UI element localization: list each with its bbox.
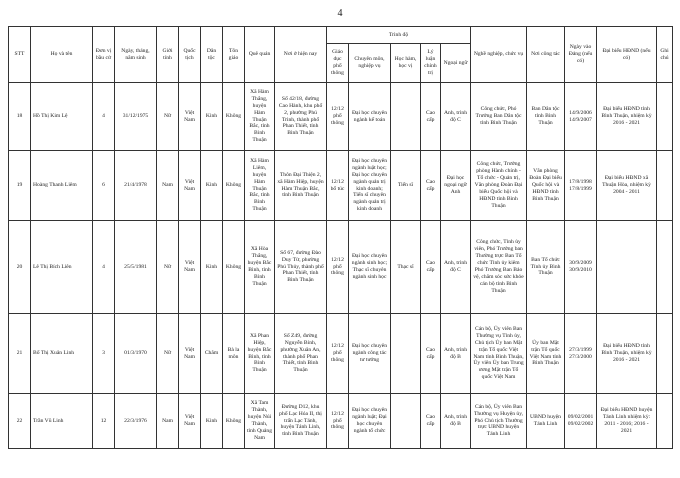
cell-language: Đại học ngoại ngữ Anh <box>441 151 471 221</box>
cell-residence: Thôn Đại Thiện 2, xã Hàm Hiệp, huyện Hàm Thuận Bắc, tỉnh Bình Thuận <box>275 151 327 221</box>
cell-language: Anh, trình độ C <box>441 221 471 314</box>
cell-dob: 21/4/1978 <box>115 151 157 221</box>
page-number: 4 <box>337 8 343 19</box>
cell-nationality: Việt Nam <box>179 151 201 221</box>
cell-politics: Cao cấp <box>421 221 441 314</box>
cell-general: 12/12 phổ thông <box>327 83 349 151</box>
header-religion: Tôn giáo <box>223 27 245 83</box>
header-hometown: Quê quán <box>245 27 275 83</box>
cell-notes <box>657 151 673 221</box>
cell-party-date: 09/02/2001 09/02/2002 <box>565 394 597 449</box>
cell-specialty: Đại học chuyên ngành kế toán <box>349 83 391 151</box>
cell-delegate <box>597 221 657 314</box>
cell-delegate: Đại biểu HĐND xã Thuận Hòa, nhiệm kỳ 2004 - 2011 <box>597 151 657 221</box>
cell-language: Anh, trình độ C <box>441 83 471 151</box>
cell-unit: 12 <box>93 394 115 449</box>
table-row <box>9 221 673 314</box>
cell-party-date: 30/9/2009 30/9/2010 <box>565 221 597 314</box>
cell-workplace: Ban Tổ chức Tỉnh ủy Bình Thuận <box>527 221 565 314</box>
cell-ethnicity: Kinh <box>201 151 223 221</box>
header-ethnicity: Dân tộc <box>201 27 223 83</box>
cell-name: Hoàng Thanh Liêm <box>31 151 93 221</box>
cell-specialty: Đại học chuyên ngành luật học; Đại học chuyên ngành quản trị kinh doanh; Tiến sĩ chuyên ngành quản trị kinh doanh <box>349 151 391 221</box>
header-specialty: Chuyên môn, nghiệp vụ <box>349 44 391 83</box>
cell-party-date: 17/8/1998 17/8/1999 <box>565 151 597 221</box>
cell-stt: 20 <box>9 221 31 314</box>
header-general: Giáo dục phổ thông <box>327 44 349 83</box>
cell-residence: Số 42/18, đường Cao Hành, khu phố 2, phường Phú Trinh, thành phố Phan Thiết, tỉnh Bình Thuận <box>275 83 327 151</box>
cell-specialty: Đại học chuyên ngành luật; Đại học chuyên ngành tổ chức <box>349 394 391 449</box>
header-stt: STT <box>9 27 31 83</box>
cell-hometown: Xã Hàm Liêm, huyện Hàm Thuận Bắc, tỉnh Bình Thuận <box>245 151 275 221</box>
cell-degree <box>391 83 421 151</box>
cell-party-date: 14/9/2006 14/9/2007 <box>565 83 597 151</box>
cell-notes <box>657 83 673 151</box>
cell-politics: Cao cấp <box>421 83 441 151</box>
cell-ethnicity: Kinh <box>201 83 223 151</box>
cell-delegate: Đại biểu HĐND tỉnh Bình Thuận, nhiệm kỳ 2016 - 2021 <box>597 314 657 394</box>
header-residence: Nơi ở hiện nay <box>275 27 327 83</box>
cell-nationality: Việt Nam <box>179 83 201 151</box>
cell-residence: Đường D12, khu phố Lạc Hóa II, thị trấn Lạc Tánh, huyện Tánh Linh, tỉnh Bình Thuận <box>275 394 327 449</box>
cell-ethnicity: Kinh <box>201 394 223 449</box>
cell-occupation: Cán bộ, Ủy viên Ban Thường vụ Huyện ủy, Phó Chủ tịch Thường trực UBND huyện Tánh Linh <box>471 394 527 449</box>
cell-stt: 18 <box>9 83 31 151</box>
header-gender: Giới tính <box>157 27 179 83</box>
cell-residence: Số 67, đường Đào Duy Từ, phường Phú Thủy, thành phố Phan Thiết, tỉnh Bình Thuận <box>275 221 327 314</box>
cell-workplace: Ban Dân tộc tỉnh Bình Thuận <box>527 83 565 151</box>
header-name: Họ và tên <box>31 27 93 83</box>
cell-workplace: Văn phòng Đoàn Đại biểu Quốc hội và HĐND tỉnh Bình Thuận <box>527 151 565 221</box>
table-row <box>9 151 673 221</box>
cell-hometown: Xã Phan Hiệp, huyện Bắc Bình, tỉnh Bình Thuận <box>245 314 275 394</box>
cell-unit: 4 <box>93 83 115 151</box>
header-dob: Ngày, tháng, năm sinh <box>115 27 157 83</box>
cell-workplace: Ủy ban Mặt trận Tổ quốc Việt Nam tỉnh Bình Thuận <box>527 314 565 394</box>
cell-hometown: Xã Hàm Thắng, huyện Hàm Thuận Bắc, tỉnh Bình Thuận <box>245 83 275 151</box>
header-notes: Ghi chú <box>657 27 673 83</box>
header-occupation: Nghề nghiệp, chức vụ <box>471 27 527 83</box>
header-language: Ngoại ngữ <box>441 44 471 83</box>
table-row <box>9 314 673 394</box>
cell-occupation: Công chức, Trưởng phòng Hành chính - Tổ chức - Quản trị, Văn phòng Đoàn Đại biểu Quốc hội và HĐND tỉnh Bình Thuận <box>471 151 527 221</box>
header-nationality: Quốc tịch <box>179 27 201 83</box>
cell-degree: Tiến sĩ <box>391 151 421 221</box>
cell-delegate: Đại biểu HĐND huyện Tánh Linh nhiệm kỳ: 2011 - 2016; 2016 - 2021 <box>597 394 657 449</box>
cell-general: 12/12 phổ thông <box>327 314 349 394</box>
cell-religion: Không <box>223 151 245 221</box>
cell-nationality: Việt Nam <box>179 314 201 394</box>
cell-occupation: Công chức, Phó Trưởng Ban Dân tộc tỉnh Bình Thuận <box>471 83 527 151</box>
cell-delegate: Đại biểu HĐND tỉnh Bình Thuận, nhiệm kỳ 2016 - 2021 <box>597 83 657 151</box>
cell-dob: 22/3/1976 <box>115 394 157 449</box>
cell-ethnicity: Chăm <box>201 314 223 394</box>
cell-general: 12/12 phổ thông <box>327 221 349 314</box>
header-degree: Học hàm, học vị <box>391 44 421 83</box>
cell-workplace: UBND huyện Tánh Linh <box>527 394 565 449</box>
cell-stt: 19 <box>9 151 31 221</box>
cell-notes <box>657 394 673 449</box>
cell-stt: 22 <box>9 394 31 449</box>
header-workplace: Nơi công tác <box>527 27 565 83</box>
cell-dob: 01/3/1970 <box>115 314 157 394</box>
header-education-group: Trình độ <box>327 27 471 44</box>
cell-religion: Không <box>223 221 245 314</box>
cell-party-date: 27/3/1999 27/3/2000 <box>565 314 597 394</box>
cell-notes <box>657 221 673 314</box>
header-party-date: Ngày vào Đảng (nếu có) <box>565 27 597 83</box>
cell-religion: Bà la môn <box>223 314 245 394</box>
cell-specialty: Đại học chuyên ngành công tác tư tưởng <box>349 314 391 394</box>
cell-degree <box>391 394 421 449</box>
cell-ethnicity: Kinh <box>201 221 223 314</box>
cell-hometown: Xã Hòa Thắng, huyện Bắc Bình, tỉnh Bình Thuận <box>245 221 275 314</box>
cell-occupation: Công chức, Tỉnh ủy viên, Phó Trưởng ban Thường trực Ban Tổ chức Tỉnh ủy kiêm Phó Trưởng Ban Bảo vệ, chăm sóc sức khỏe cán bộ tỉnh Bình Thuận <box>471 221 527 314</box>
cell-degree: Thạc sĩ <box>391 221 421 314</box>
cell-unit: 6 <box>93 151 115 221</box>
cell-unit: 4 <box>93 221 115 314</box>
cell-religion: Không <box>223 394 245 449</box>
cell-notes <box>657 314 673 394</box>
cell-general: 12/12 phổ thông <box>327 394 349 449</box>
cell-politics: Cao cấp <box>421 314 441 394</box>
cell-dob: 31/12/1975 <box>115 83 157 151</box>
cell-hometown: Xã Tam Thành, huyện Núi Thành, tỉnh Quảng Nam <box>245 394 275 449</box>
cell-name: Hồ Thị Kim Lệ <box>31 83 93 151</box>
table-row <box>9 394 673 449</box>
header-unit: Đơn vị bầu cử <box>93 27 115 83</box>
header-delegate: Đại biểu HĐND (nếu có) <box>597 27 657 83</box>
cell-unit: 3 <box>93 314 115 394</box>
cell-name: Trần Vũ Linh <box>31 394 93 449</box>
cell-politics: Cao cấp <box>421 151 441 221</box>
cell-language: Anh, trình độ B <box>441 314 471 394</box>
header-politics: Lý luận chính trị <box>421 44 441 83</box>
cell-gender: Nam <box>157 151 179 221</box>
table-row <box>9 83 673 151</box>
cell-gender: Nữ <box>157 314 179 394</box>
cell-language: Anh, trình độ B <box>441 394 471 449</box>
cell-gender: Nữ <box>157 83 179 151</box>
cell-gender: Nữ <box>157 221 179 314</box>
cell-nationality: Việt Nam <box>179 221 201 314</box>
cell-name: Bố Thị Xuân Linh <box>31 314 93 394</box>
cell-nationality: Việt Nam <box>179 394 201 449</box>
cell-dob: 25/5/1981 <box>115 221 157 314</box>
cell-degree <box>391 314 421 394</box>
candidate-table <box>8 26 673 449</box>
cell-religion: Không <box>223 83 245 151</box>
cell-politics: Cao cấp <box>421 394 441 449</box>
cell-stt: 21 <box>9 314 31 394</box>
cell-name: Lê Thị Bích Liên <box>31 221 93 314</box>
cell-occupation: Cán bộ, Ủy viên Ban Thường vụ Tỉnh ủy, Chủ tịch Ủy ban Mặt trận Tổ quốc Việt Nam tỉnh Bình Thuận, Ủy viên Ủy ban Trung ương Mặt trận Tổ quốc Việt Nam <box>471 314 527 394</box>
cell-gender: Nam <box>157 394 179 449</box>
cell-residence: Số Z49, đường Nguyễn Bính, phường Xuân An, thành phố Phan Thiết, tỉnh Bình Thuận <box>275 314 327 394</box>
cell-specialty: Đại học chuyên ngành sinh học; Thạc sĩ chuyên ngành sinh học <box>349 221 391 314</box>
cell-general: 12/12 bổ túc <box>327 151 349 221</box>
